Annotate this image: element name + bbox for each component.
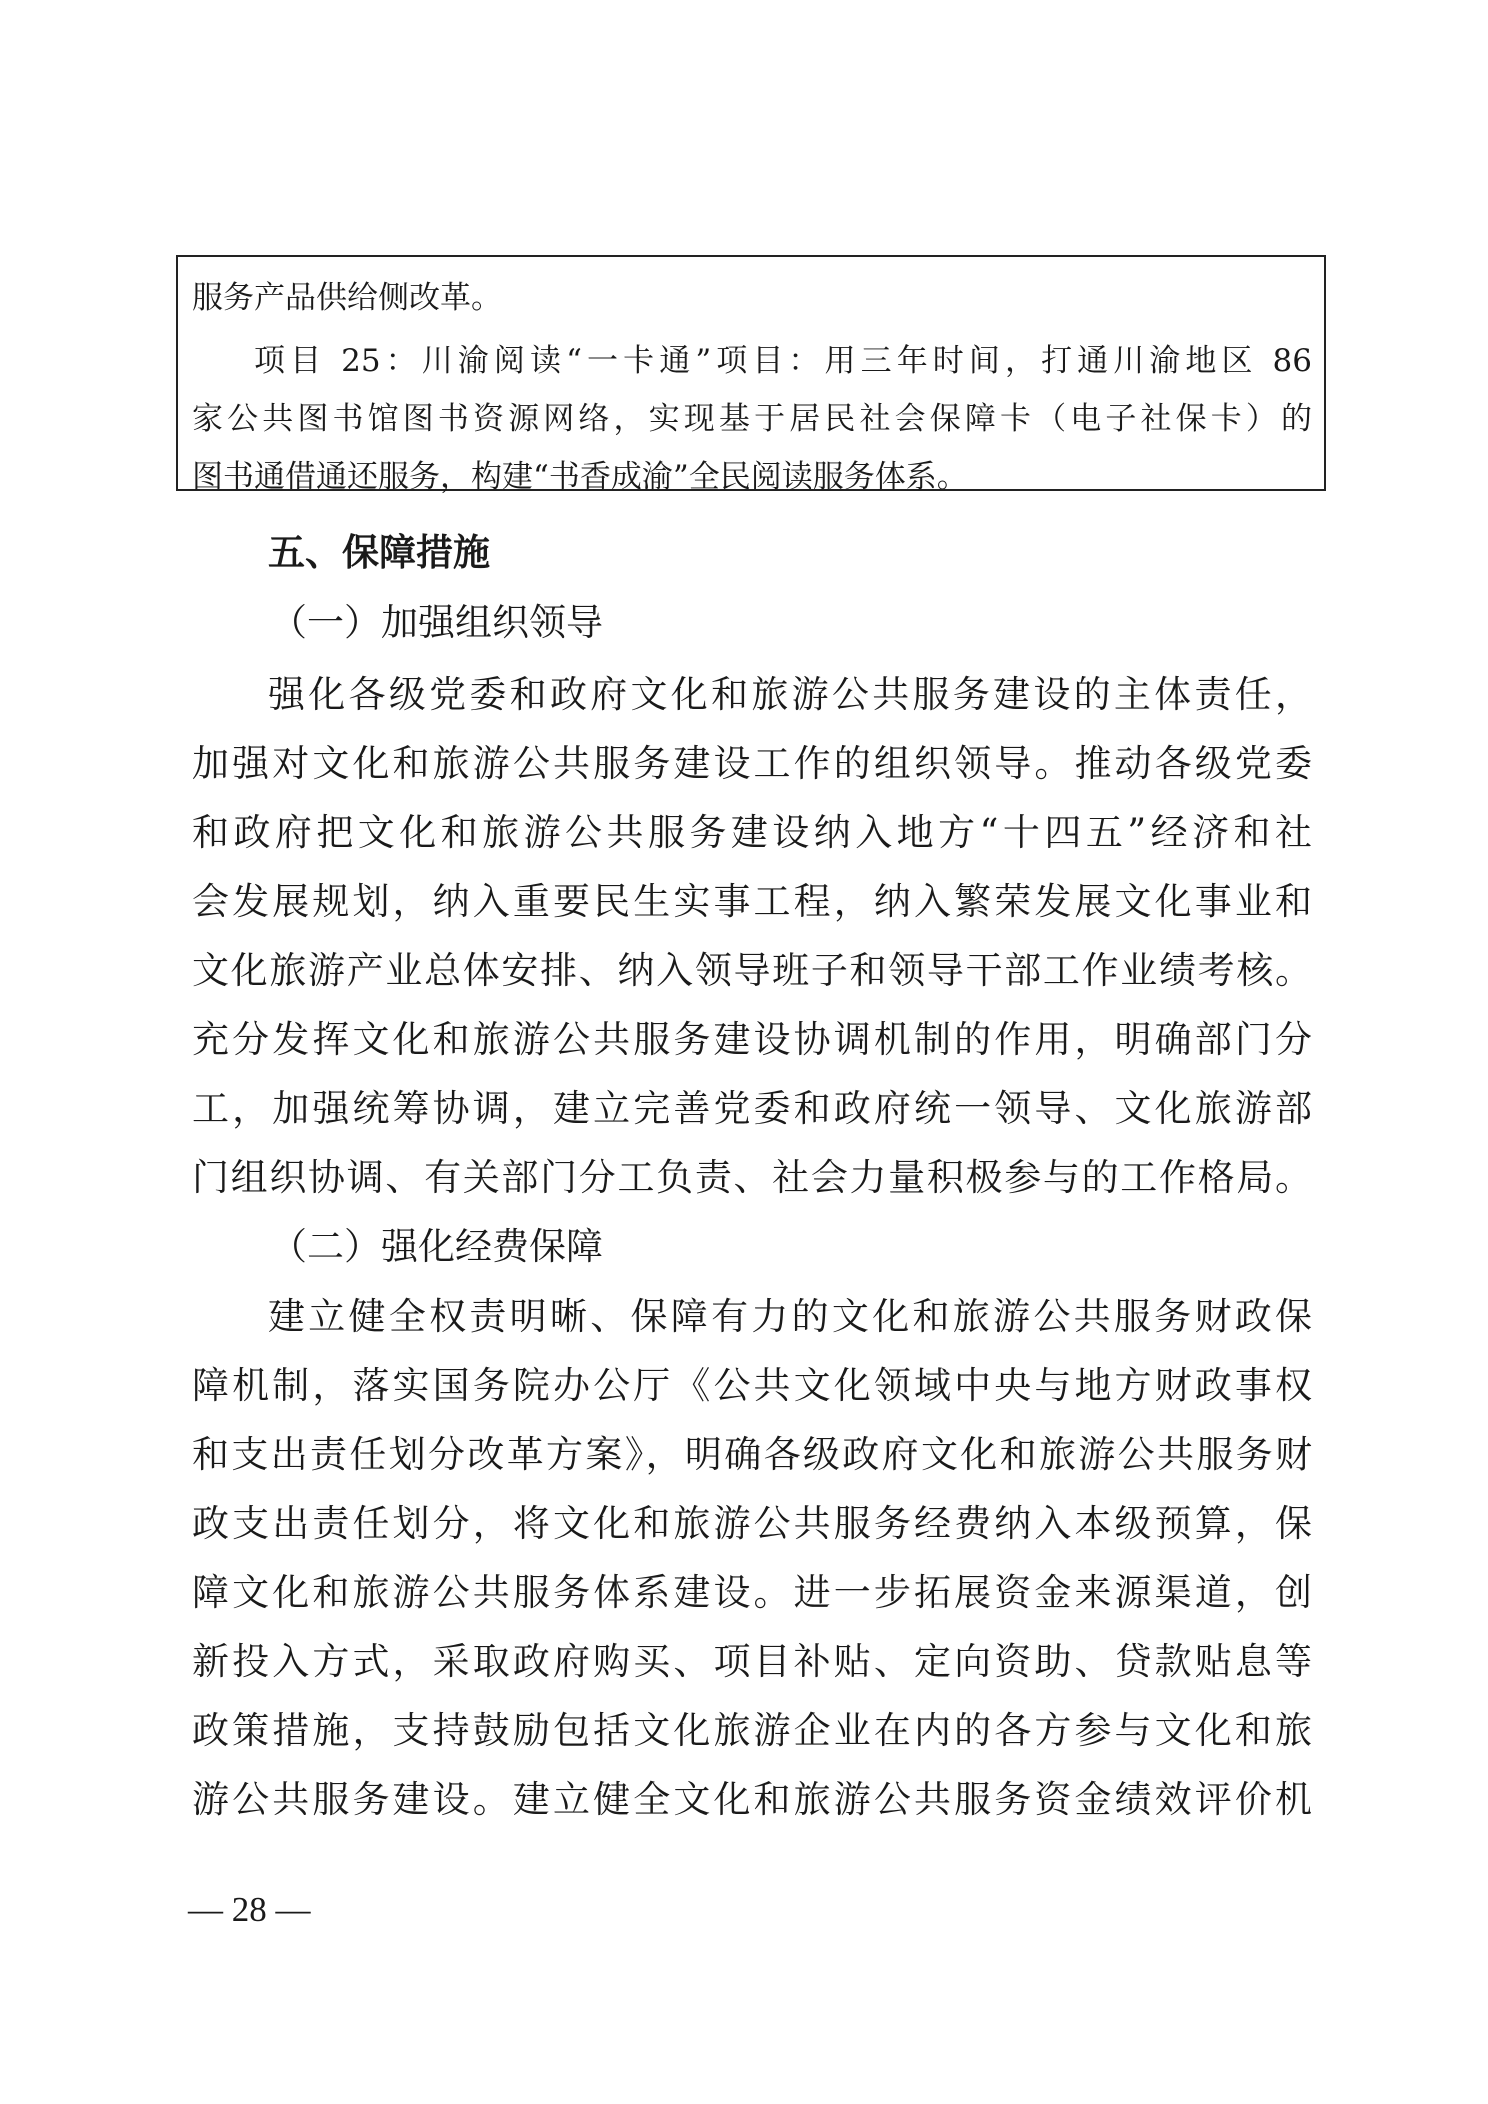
- sub2-line-3: 和支出责任划分改革方案》，明确各级政府文化和旅游公共服务财: [192, 1433, 1312, 1476]
- sub1-line-1: 强化各级党委和政府文化和旅游公共服务建设的主体责任，: [268, 673, 1312, 716]
- subsection-1-heading: （一）加强组织领导: [270, 601, 603, 644]
- sub2-line-8: 游公共服务建设。建立健全文化和旅游公共服务资金绩效评价机: [192, 1778, 1312, 1821]
- sub1-line-4: 会发展规划，纳入重要民生实事工程，纳入繁荣发展文化事业和: [192, 880, 1312, 923]
- sub1-line-6: 充分发挥文化和旅游公共服务建设协调机制的作用，明确部门分: [192, 1018, 1312, 1061]
- sub2-line-1: 建立健全权责明晰、保障有力的文化和旅游公共服务财政保: [268, 1295, 1312, 1338]
- box-line-1: 服务产品供给侧改革。: [192, 280, 502, 316]
- box-line-3: 家公共图书馆图书资源网络，实现基于居民社会保障卡（电子社保卡）的: [192, 401, 1312, 437]
- sub1-line-2: 加强对文化和旅游公共服务建设工作的组织领导。推动各级党委: [192, 742, 1312, 785]
- box-line-4: 图书通借通还服务，构建“书香成渝”全民阅读服务体系。: [192, 459, 968, 495]
- sub2-line-6: 新投入方式，采取政府购买、项目补贴、定向资助、贷款贴息等: [192, 1640, 1312, 1683]
- sub2-line-2: 障机制，落实国务院办公厅《公共文化领域中央与地方财政事权: [192, 1364, 1312, 1407]
- sub1-line-7: 工，加强统筹协调，建立完善党委和政府统一领导、文化旅游部: [192, 1087, 1312, 1130]
- section-heading: 五、保障措施: [268, 531, 490, 574]
- page-number: — 28 —: [188, 1890, 311, 1929]
- sub1-line-8: 门组织协调、有关部门分工负责、社会力量积极参与的工作格局。: [192, 1156, 1312, 1199]
- sub2-line-4: 政支出责任划分，将文化和旅游公共服务经费纳入本级预算，保: [192, 1502, 1312, 1545]
- sub2-line-5: 障文化和旅游公共服务体系建设。进一步拓展资金来源渠道，创: [192, 1571, 1312, 1614]
- sub1-line-3: 和政府把文化和旅游公共服务建设纳入地方“十四五”经济和社: [192, 811, 1312, 854]
- subsection-2-heading: （二）强化经费保障: [270, 1225, 603, 1268]
- box-line-2: 项目 25：川渝阅读“一卡通”项目：用三年时间，打通川渝地区 86: [254, 343, 1312, 379]
- sub2-line-7: 政策措施，支持鼓励包括文化旅游企业在内的各方参与文化和旅: [192, 1709, 1312, 1752]
- sub1-line-5: 文化旅游产业总体安排、纳入领导班子和领导干部工作业绩考核。: [192, 949, 1312, 992]
